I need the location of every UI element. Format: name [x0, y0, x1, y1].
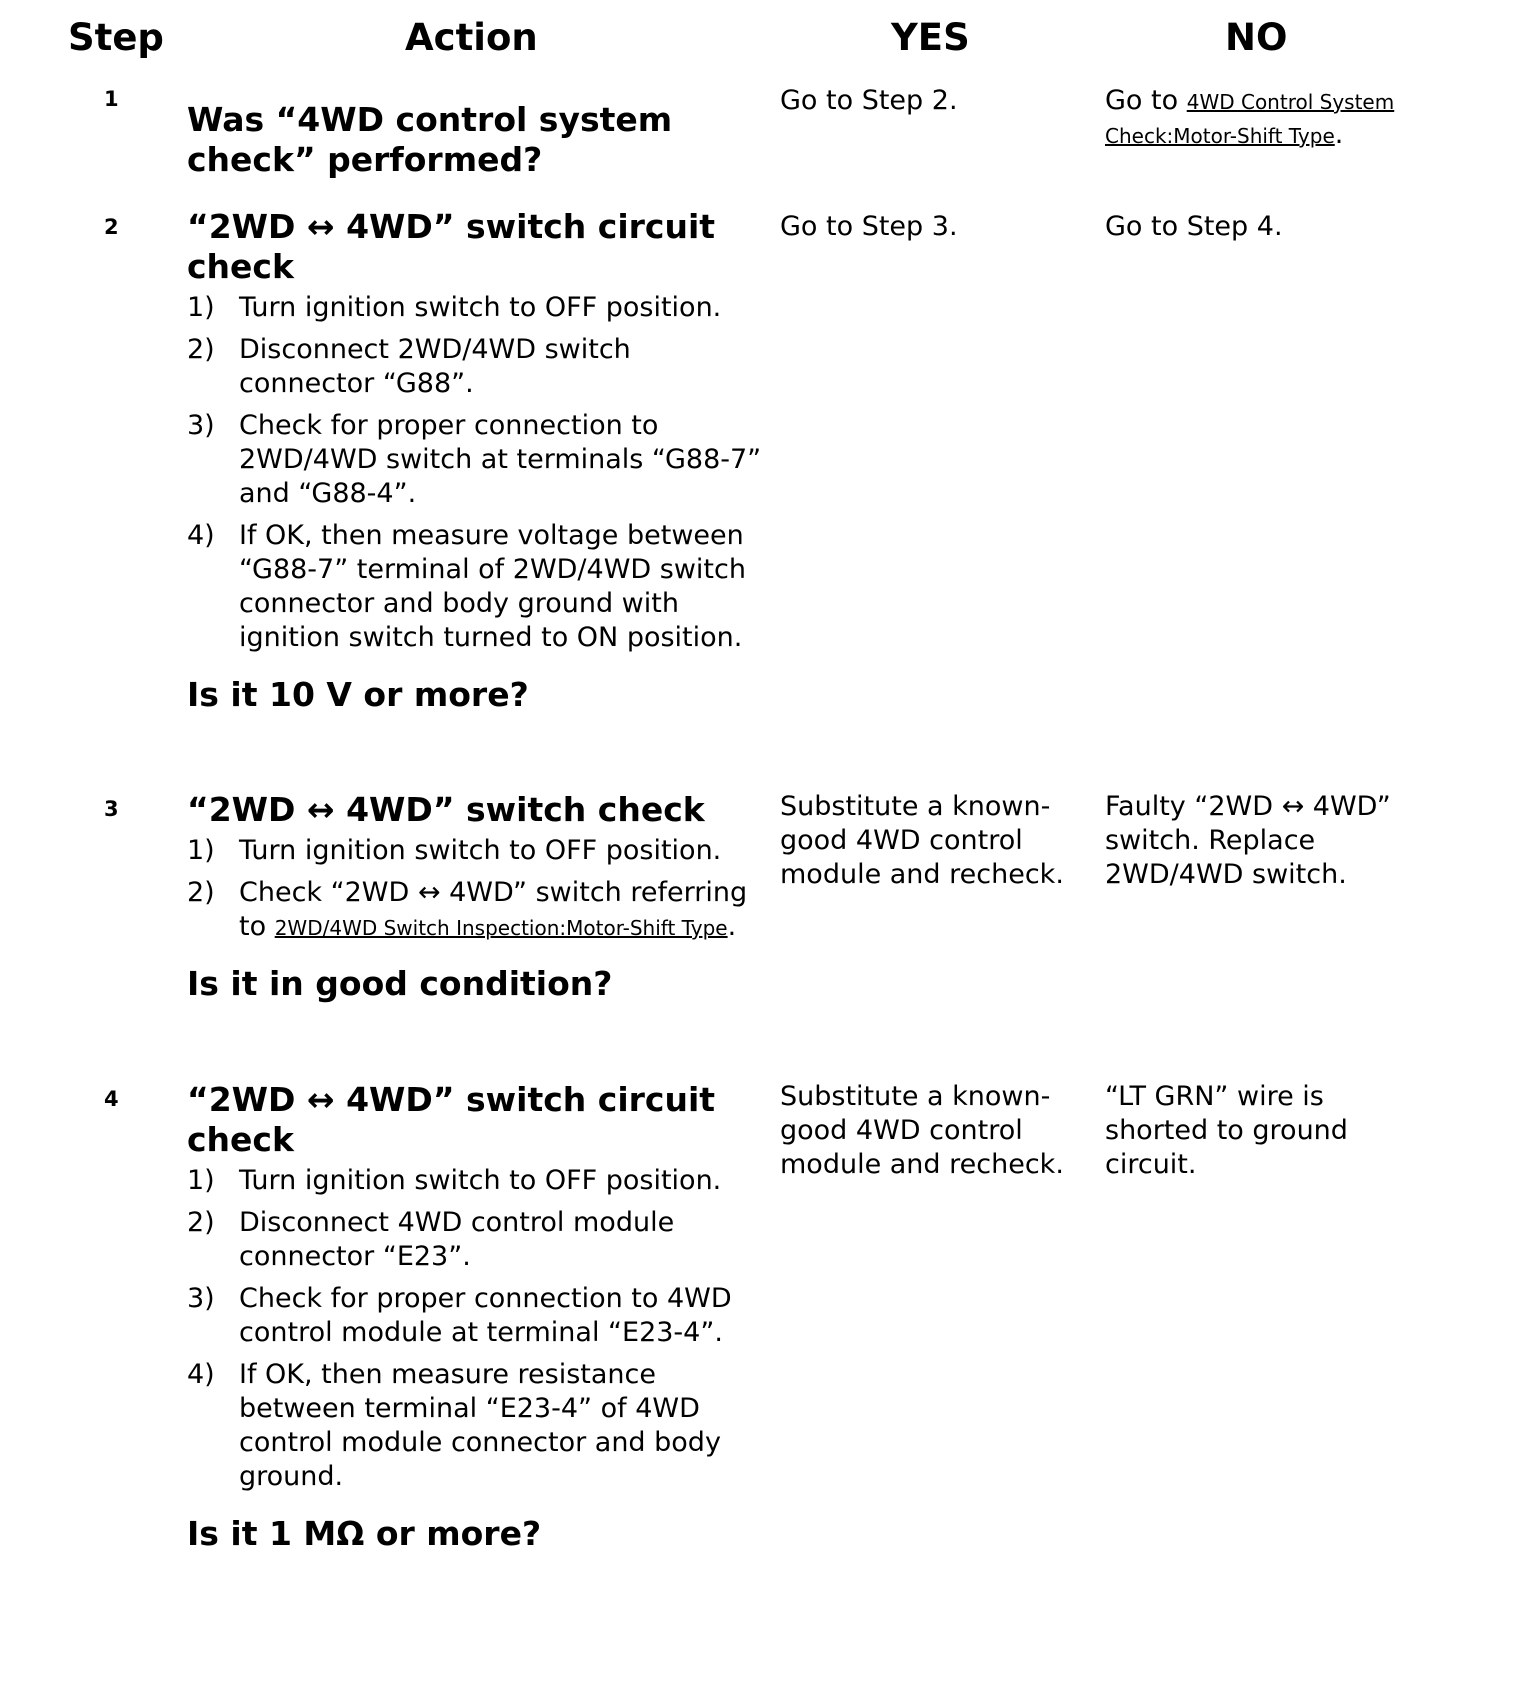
list-item: [187, 1358, 767, 1494]
instruction-list: [187, 1164, 767, 1494]
no-cell: Faulty “2WD ↔ 4WD” switch. Replace 2WD/4WD switch.: [1105, 791, 1391, 890]
list-item: [187, 291, 767, 325]
action-title: Was “4WD control system check” performed?: [187, 100, 673, 179]
yes-cell: Substitute a known-good 4WD control module and recheck.: [780, 1081, 1064, 1180]
item-text-suffix: .: [727, 911, 737, 942]
action-question: Is it 1 MΩ or more?: [187, 1514, 542, 1553]
item-text: Check for proper connection to 2WD/4WD switch at terminals “G88-7” and “G88-4”.: [239, 410, 762, 509]
item-number: 3): [187, 410, 215, 441]
list-item: [187, 876, 767, 944]
item-number: 2): [187, 1207, 215, 1238]
item-number: 3): [187, 1283, 215, 1314]
action-cell: [187, 790, 767, 1004]
link-2wd-4wd-switch-inspection[interactable]: 2WD/4WD Switch Inspection:Motor-Shift Type: [274, 916, 728, 940]
yes-cell: Go to Step 2.: [780, 85, 958, 116]
item-text-prefix: Check “2WD ↔ 4WD” switch referring to: [239, 877, 748, 942]
column-header-yes: YES: [891, 16, 970, 59]
item-text: Disconnect 2WD/4WD switch connector “G88”.: [239, 334, 631, 399]
instruction-list: [187, 291, 767, 655]
item-text: If OK, then measure voltage between “G88-7” terminal of 2WD/4WD switch connector and body ground with ignition switch turned to ON position.: [239, 520, 746, 653]
action-question: Is it 10 V or more?: [187, 675, 529, 714]
action-cell: [187, 207, 767, 715]
list-item: [187, 333, 767, 401]
step-number: 4: [104, 1087, 119, 1111]
link-4wd-control-system-check[interactable]: 4WD Control System Check:Motor-Shift Type: [1105, 90, 1395, 148]
action-title: “2WD ↔ 4WD” switch check: [187, 790, 705, 829]
list-item: [187, 1164, 767, 1198]
list-item: [187, 409, 767, 511]
list-item: [187, 834, 767, 868]
no-text-prefix: Go to: [1105, 85, 1187, 116]
instruction-list: [187, 834, 767, 944]
column-header-step: Step: [68, 16, 164, 59]
list-item: [187, 1206, 767, 1274]
action-title: “2WD ↔ 4WD” switch circuit check: [187, 207, 716, 286]
item-number: 4): [187, 1359, 215, 1390]
item-text: Check for proper connection to 4WD control module at terminal “E23-4”.: [239, 1283, 732, 1348]
no-text-suffix: .: [1334, 119, 1344, 150]
item-number: 4): [187, 520, 215, 551]
item-text: If OK, then measure resistance between terminal “E23-4” of 4WD control module connector and body ground.: [239, 1359, 721, 1492]
list-item: [187, 1282, 767, 1350]
action-question: Is it in good condition?: [187, 964, 613, 1003]
column-header-no: NO: [1225, 16, 1288, 59]
list-item: [187, 519, 767, 655]
item-text: Disconnect 4WD control module connector “E23”.: [239, 1207, 675, 1272]
yes-cell: Substitute a known-good 4WD control module and recheck.: [780, 791, 1064, 890]
column-header-action: Action: [405, 16, 538, 59]
item-text: Turn ignition switch to OFF position.: [239, 1165, 722, 1196]
item-number: 2): [187, 334, 215, 365]
item-number: 1): [187, 1165, 215, 1196]
step-number: 3: [104, 797, 119, 821]
action-title: “2WD ↔ 4WD” switch circuit check: [187, 1080, 716, 1159]
action-cell: [187, 1080, 767, 1554]
step-number: 1: [104, 87, 119, 111]
no-cell: [1105, 84, 1415, 152]
action-cell: [187, 100, 767, 180]
item-number: 1): [187, 292, 215, 323]
item-text: Turn ignition switch to OFF position.: [239, 292, 722, 323]
no-cell: Go to Step 4.: [1105, 211, 1283, 242]
yes-cell: Go to Step 3.: [780, 211, 958, 242]
no-cell: “LT GRN” wire is shorted to ground circuit.: [1105, 1081, 1348, 1180]
item-text: Turn ignition switch to OFF position.: [239, 835, 722, 866]
item-number: 1): [187, 835, 215, 866]
item-number: 2): [187, 877, 215, 908]
step-number: 2: [104, 215, 119, 239]
